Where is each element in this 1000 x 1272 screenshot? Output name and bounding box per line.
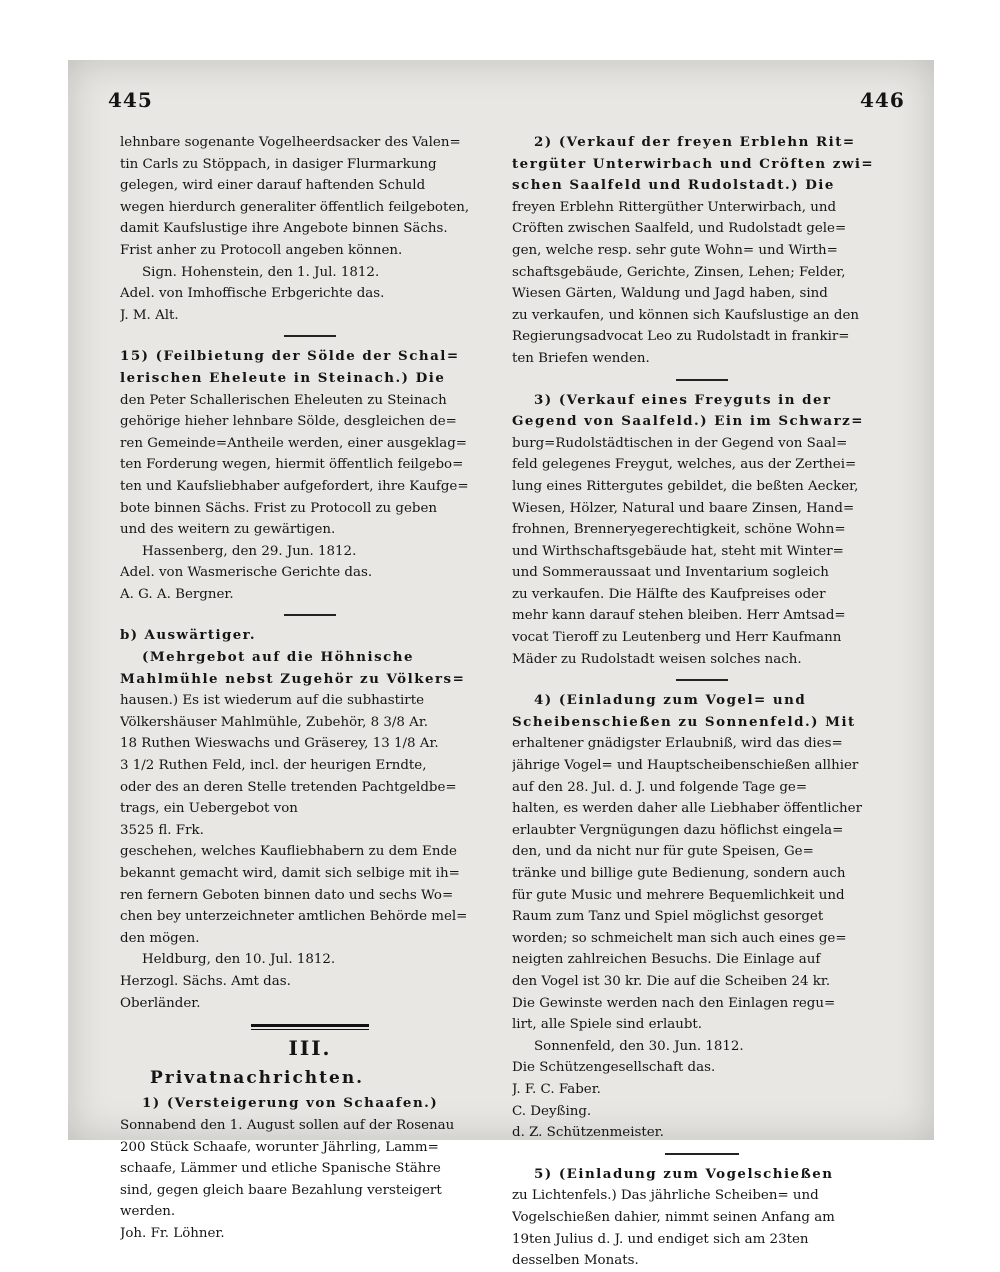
text-line: und Wirthschaftsgebäude hat, steht mit Winter= xyxy=(512,543,844,559)
notice-5 xyxy=(512,1164,892,1272)
text-line: gelegen, wird einer darauf haftenden Schuld xyxy=(120,178,426,194)
notice-title-line: schen Saalfeld und Rudolstadt.) Die xyxy=(512,177,835,194)
text-line: schaftsgebäude, Gerichte, Zinsen, Lehen; Felder, xyxy=(512,264,846,280)
text-line: Raum zum Tanz und Spiel möglichst gesorget xyxy=(512,909,824,925)
text-line: bote binnen Sächs. Frist zu Protocoll zu geben xyxy=(120,500,438,516)
text-line: freyen Erblehn Rittergüther Unterwirbach, und xyxy=(512,199,837,215)
text-line: trags, ein Uebergebot von xyxy=(120,801,298,817)
signature-name: A. G. A. Bergner. xyxy=(120,586,234,602)
text-line: tränke und billige gute Bedienung, sondern auch xyxy=(512,866,846,881)
text-line: mehr kann darauf stehen bleiben. Herr Amtsad= xyxy=(512,608,846,624)
divider xyxy=(284,335,336,337)
text-line: neigten zahlreichen Besuchs. Die Einlage auf xyxy=(512,952,821,968)
text-line: ren Gemeinde=Antheile werden, einer ausgeklag= xyxy=(120,435,468,451)
text-line: 3 1/2 Ruthen Feld, incl. der heurigen Erndte, xyxy=(120,758,427,774)
text-line: oder des an deren Stelle tretenden Pachtgeldbe= xyxy=(120,779,457,795)
text-line: zu verkaufen, und können sich Kaufslustige an den xyxy=(512,307,860,323)
text-line: Die Gewinste werden nach den Einlagen regu= xyxy=(512,995,836,1011)
divider xyxy=(665,1153,739,1155)
notice-title-line: lerischen Eheleute in Steinach.) Die xyxy=(120,369,446,386)
notice-title-line: 4) (Einladung zum Vogel= und xyxy=(534,692,807,709)
signature-name: d. Z. Schützenmeister. xyxy=(512,1125,664,1141)
divider xyxy=(676,679,728,681)
text-line: worden; so schmeichelt man sich auch eines ge= xyxy=(512,930,847,946)
private-notice-1 xyxy=(120,1093,500,1244)
notice-title-line: tergüter Unterwirbach und Cröften zwi= xyxy=(512,155,875,172)
text-line: lirt, alle Spiele sind erlaubt. xyxy=(512,1017,703,1033)
section-heading: Privatnachrichten. xyxy=(150,1067,365,1088)
continued-notice xyxy=(120,132,500,326)
text-line: vocat Tieroff zu Leutenberg und Herr Kaufmann xyxy=(512,630,842,646)
text-line: Sonnabend den 1. August sollen auf der Rosenau xyxy=(120,1117,455,1133)
text-line: gehörige hieher lehnbare Sölde, desgleichen de= xyxy=(120,414,457,430)
text-line: lung eines Rittergutes gebildet, die beßten Aecker, xyxy=(512,478,859,494)
signature-place: Sonnenfeld, den 30. Jun. 1812. xyxy=(534,1038,744,1054)
text-line: bekannt gemacht wird, damit sich selbige mit ih= xyxy=(120,866,460,881)
signature-place: Heldburg, den 10. Jul. 1812. xyxy=(142,952,336,968)
text-line: wegen hierdurch generaliter öffentlich feilgeboten, xyxy=(120,199,470,215)
signature-authority: Die Schützengesellschaft das. xyxy=(512,1060,716,1076)
page-number-right: 446 xyxy=(860,88,905,112)
text-line: geschehen, welches Kaufliebhabern zu dem Ende xyxy=(120,844,457,860)
text-line: Völkershäuser Mahlmühle, Zubehör, 8 3/8 Ar. xyxy=(120,714,429,730)
signature-name: C. Deyßing. xyxy=(512,1103,592,1119)
text-line: 18 Ruthen Wieswachs und Gräserey, 13 1/8 Ar. xyxy=(120,736,439,752)
text-line: Cröften zwischen Saalfeld, und Rudolstadt gele= xyxy=(512,221,847,237)
text-line: den Vogel ist 30 kr. Die auf die Scheiben 24 kr. xyxy=(512,973,831,989)
signature-place: Hassenberg, den 29. Jun. 1812. xyxy=(142,543,357,559)
text-line: desselben Monats. xyxy=(512,1253,639,1269)
text-line: Frist anher zu Protocoll angeben können. xyxy=(120,242,403,258)
text-line: halten, es werden daher alle Liebhaber öffentlicher xyxy=(512,801,862,817)
text-line: schaafe, Lämmer und etliche Spanische Stähre xyxy=(120,1161,441,1177)
text-line: den Peter Schallerischen Eheleuten zu Steinach xyxy=(120,392,447,408)
text-line: und des weitern zu gewärtigen. xyxy=(120,522,336,538)
text-line: den, und da nicht nur für gute Speisen, Ge= xyxy=(512,844,814,860)
text-line: Wiesen, Hölzer, Natural und baare Zinsen, Hand= xyxy=(512,500,855,516)
signature-name: J. F. C. Faber. xyxy=(512,1081,601,1097)
notice-b xyxy=(120,625,500,1014)
text-line: auf den 28. Jul. d. J. und folgende Tage ge= xyxy=(512,779,808,795)
notice-title-line: 15) (Feilbietung der Sölde der Schal= xyxy=(120,348,460,365)
signature-place: Sign. Hohenstein, den 1. Jul. 1812. xyxy=(142,264,380,280)
page-number-left: 445 xyxy=(108,88,153,112)
signature-name: Joh. Fr. Löhner. xyxy=(120,1225,225,1241)
divider xyxy=(676,379,728,381)
section-number: III. xyxy=(288,1036,332,1061)
text-line: Mäder zu Rudolstadt weisen solches nach. xyxy=(512,651,802,667)
divider xyxy=(284,614,336,616)
notice-title-line: (Mehrgebot auf die Höhnische xyxy=(142,649,415,666)
notice-title-line: 5) (Einladung zum Vogelschießen xyxy=(534,1165,834,1182)
notice-title-line: Scheibenschießen zu Sonnenfeld.) Mit xyxy=(512,713,856,730)
text-line: Wiesen Gärten, Waldung und Jagd haben, sind xyxy=(512,286,828,302)
notice-4 xyxy=(512,690,892,1143)
text-line: zu verkaufen. Die Hälfte des Kaufpreises oder xyxy=(512,586,826,602)
text-line: gen, welche resp. sehr gute Wohn= und Wirth= xyxy=(512,242,838,258)
text-line: damit Kaufslustige ihre Angebote binnen Sächs. xyxy=(120,221,448,237)
text-line: tin Carls zu Stöppach, in dasiger Flurmarkung xyxy=(120,156,437,172)
text-line: ten Forderung wegen, hiermit öffentlich feilgebo= xyxy=(120,457,464,473)
notice-2 xyxy=(512,132,892,370)
text-line: zu Lichtenfels.) Das jährliche Scheiben= und xyxy=(512,1188,819,1204)
section-heading: b) Auswärtiger. xyxy=(120,627,256,644)
notice-3 xyxy=(512,390,892,671)
section-divider xyxy=(251,1024,369,1030)
signature-authority: Adel. von Imhoffische Erbgerichte das. xyxy=(120,286,385,302)
text-line: ren fernern Geboten binnen dato und sechs Wo= xyxy=(120,887,454,903)
text-line: 200 Stück Schaafe, worunter Jährling, Lamm= xyxy=(120,1139,439,1155)
right-column xyxy=(512,132,892,1272)
text-line: chen bey unterzeichneter amtlichen Behörde mel= xyxy=(120,909,468,925)
text-line: ten Briefen wenden. xyxy=(512,350,650,366)
text-line: den mögen. xyxy=(120,930,200,946)
signature-authority: Herzogl. Sächs. Amt das. xyxy=(120,973,291,989)
text-line: feld gelegenes Freygut, welches, aus der Zerthei= xyxy=(512,457,857,473)
text-line: für gute Music und mehrere Bequemlichkeit und xyxy=(512,887,845,903)
text-line: hausen.) Es ist wiederum auf die subhastirte xyxy=(120,693,425,709)
text-line: burg=Rudolstädtischen in der Gegend von Saal= xyxy=(512,435,848,451)
text-line: frohnen, Brenneryegerechtigkeit, schöne Wohn= xyxy=(512,522,846,538)
notice-15 xyxy=(120,346,500,605)
notice-title-line: Gegend von Saalfeld.) Ein im Schwarz= xyxy=(512,413,864,430)
text-line: erhaltener gnädigster Erlaubniß, wird das dies= xyxy=(512,736,843,752)
text-line: jährige Vogel= und Hauptscheibenschießen allhier xyxy=(512,758,859,774)
signature-authority: Adel. von Wasmerische Gerichte das. xyxy=(120,565,373,581)
text-line: werden. xyxy=(120,1204,176,1220)
text-line: 19ten Julius d. J. und endiget sich am 23ten xyxy=(512,1231,809,1247)
notice-title-line: 1) (Versteigerung von Schaafen.) xyxy=(142,1095,439,1112)
text-line: lehnbare sogenante Vogelheerdsacker des Valen= xyxy=(120,135,461,150)
signature-name: Oberländer. xyxy=(120,995,201,1011)
text-line: sind, gegen gleich baare Bezahlung versteigert xyxy=(120,1182,442,1198)
text-line: und Sommeraussaat und Inventarium sogleich xyxy=(512,565,829,581)
left-column xyxy=(120,132,500,1245)
notice-title-line: 2) (Verkauf der freyen Erblehn Rit= xyxy=(534,134,856,150)
signature-name: J. M. Alt. xyxy=(120,307,179,323)
text-line: ten und Kaufsliebhaber aufgefordert, ihre Kaufge= xyxy=(120,478,469,494)
text-line: Vogelschießen dahier, nimmt seinen Anfang am xyxy=(512,1209,835,1225)
notice-title-line: 3) (Verkauf eines Freyguts in der xyxy=(534,391,832,408)
text-line: erlaubter Vergnügungen dazu höflichst eingela= xyxy=(512,822,844,838)
text-line: Regierungsadvocat Leo zu Rudolstadt in frankir= xyxy=(512,329,850,345)
bid-amount: 3525 fl. Frk. xyxy=(120,822,204,838)
notice-title-line: Mahlmühle nebst Zugehör zu Völkers= xyxy=(120,670,466,687)
